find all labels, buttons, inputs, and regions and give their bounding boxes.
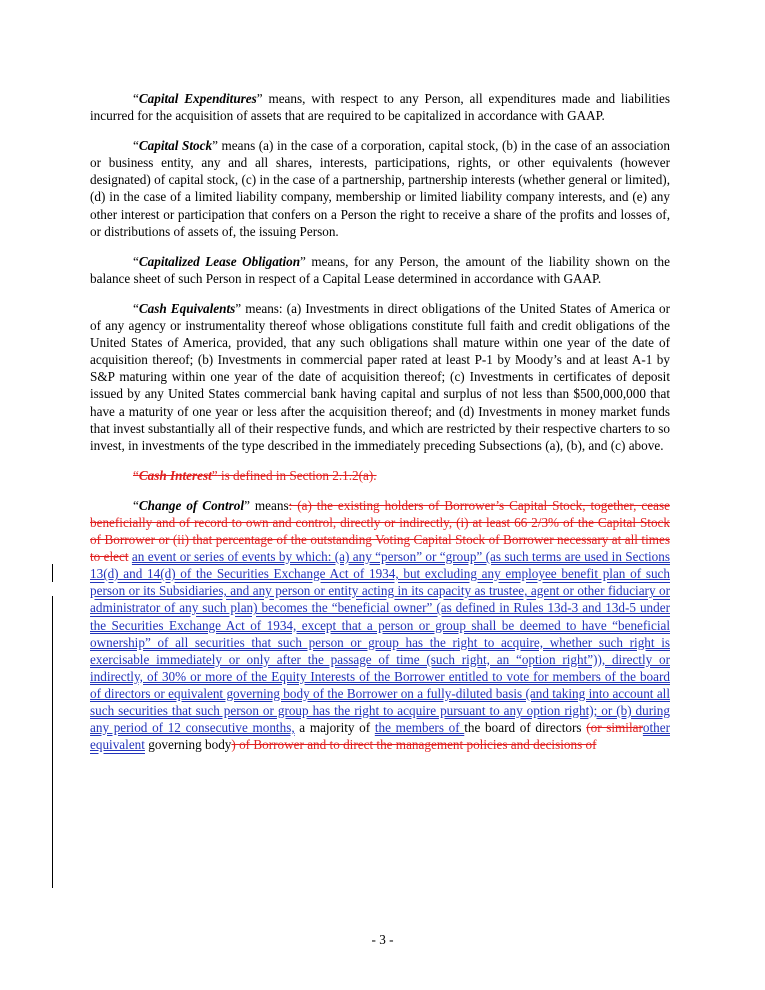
defined-term: Capital Expenditures	[138, 91, 257, 106]
definition-text: means, for any Person, the amount of the liability shown on the balance sheet of such Person in respect of a Capital Lease determined in accordance with GAAP.	[90, 253, 670, 286]
defined-term: Capitalized Lease Obligation	[138, 253, 301, 269]
close-quote: ”	[244, 497, 250, 513]
inserted-text: an event or series of events by which: (a) any “person” or “group” (as such terms are used in Sections 13(d) and 14(d) of the Securities Exchange Act of 1934, but excluding any employee benefit plan of such person or its Subsidiaries, and any person or entity acting in its capacity as trustee, agent or other fiduciary or administrator of any such plan) becomes the “beneficial owner” (as defined in Rules 13d-3 and 13d-5 under the Securities Exchange Act of 1934, except that a person or group shall be deemed to have “beneficial ownership” of all securities that such person or group has the right to acquire, whether such right is exercisable immediately or only after the passage of time (such right, an “option right”)), directly or indirectly, of 30% or more of the Equity Interests of the Borrower entitled to vote for members of the board of directors or equivalent governing body of the Borrower on a fully-diluted basis (and taking into account all such securities that such person or group has the right to acquire pursuant to any option right); or (b) during any period of 12 consecutive months,	[90, 549, 670, 736]
deleted-text: ) of Borrower and to direct the management policies and decisions of	[231, 737, 597, 753]
change-bar-cash-interest	[52, 564, 53, 582]
definition-text: means, with respect to any Person, all expenditures made and liabilities incurred for the acquisition of assets that are required to be capitalized in accordance with GAAP.	[90, 91, 670, 124]
open-quote: “	[133, 467, 139, 483]
change-bar-change-of-control	[52, 596, 53, 888]
close-quote: ”	[300, 253, 306, 269]
definition-text: means	[249, 497, 289, 513]
defined-term: Cash Equivalents	[138, 300, 236, 316]
inserted-text: other equivalent	[90, 720, 670, 753]
close-quote: ”	[211, 467, 218, 483]
definition-capitalized-lease-obligation	[90, 253, 670, 287]
definition-text: is defined in Section 2.1.2(a).	[217, 467, 377, 483]
deleted-text: : (a) the existing holders of Borrower’s Capital Stock, together, cease beneficially and of record to own and control, directly or indirectly, (i) at least 66 2/3% of the Capital Stock of Borrower or (ii) that percentage of the outstanding Voting Capital Stock of Borrower necessary at all times to elect	[90, 497, 670, 565]
definition-text: governing body	[144, 737, 232, 753]
close-quote: ”	[235, 300, 242, 316]
open-quote: “	[133, 91, 139, 106]
open-quote: “	[133, 138, 139, 154]
open-quote: “	[133, 300, 139, 316]
definition-text: a majority of	[294, 720, 375, 736]
definition-text: means: (a) Investments in direct obligations of the United States of America or of any agency or instrumentality thereof whose obligations constitute full faith and credit obligations of the United States of America, provided, that any such obligations shall mature within one year of the date of acquisition thereof; (b) Investments in commercial paper rated at least P-1 by Moody’s and at least A-1 by S&P maturing within one year of the date of acquisition thereof; (c) Investments in certificates of deposit issued by any United States commercial bank having capital and surplus of not less than $500,000,000 that have a maturity of one year or less after the acquisition thereof; and (d) Investments in money market funds that invest substantially all of their respective funds, and which are restricted by their respective charters to so invest, in investments of the type described in the immediately preceding Subsections (a), (b), and (c) above.	[90, 300, 671, 453]
defined-term: Change of Control	[138, 497, 245, 513]
definition-capital-expenditures	[90, 90, 670, 124]
definition-capital-stock	[90, 137, 670, 240]
definition-text: means (a) in the case of a corporation, capital stock, (b) in the case of an association or business entity, any and all shares, interests, participations, rights, or other equivalents (however designated) of capital stock, (c) in the case of a partnership, partnership interests (whether general or limited), (d) in the case of a limited liability company, membership or limited liability company interests, and (e) any other interest or participation that confers on a Person the right to receive a share of the profits and losses of, or distributions of assets of, the issuing Person.	[90, 138, 670, 239]
open-quote: “	[133, 253, 139, 269]
close-quote: ”	[256, 91, 263, 106]
inserted-text: the members of	[374, 720, 465, 736]
defined-term: Cash Interest	[138, 467, 212, 483]
definition-change-of-control	[90, 497, 670, 753]
definition-cash-interest-deleted	[90, 467, 670, 484]
definition-text: the board of directors	[464, 720, 587, 736]
defined-term: Capital Stock	[138, 138, 213, 154]
open-quote: “	[133, 497, 139, 513]
document-page	[90, 90, 670, 766]
close-quote: ”	[212, 138, 218, 154]
page-number: - 3 -	[371, 932, 394, 947]
definition-cash-equivalents	[90, 300, 670, 454]
deleted-text: (or similar	[586, 720, 643, 736]
